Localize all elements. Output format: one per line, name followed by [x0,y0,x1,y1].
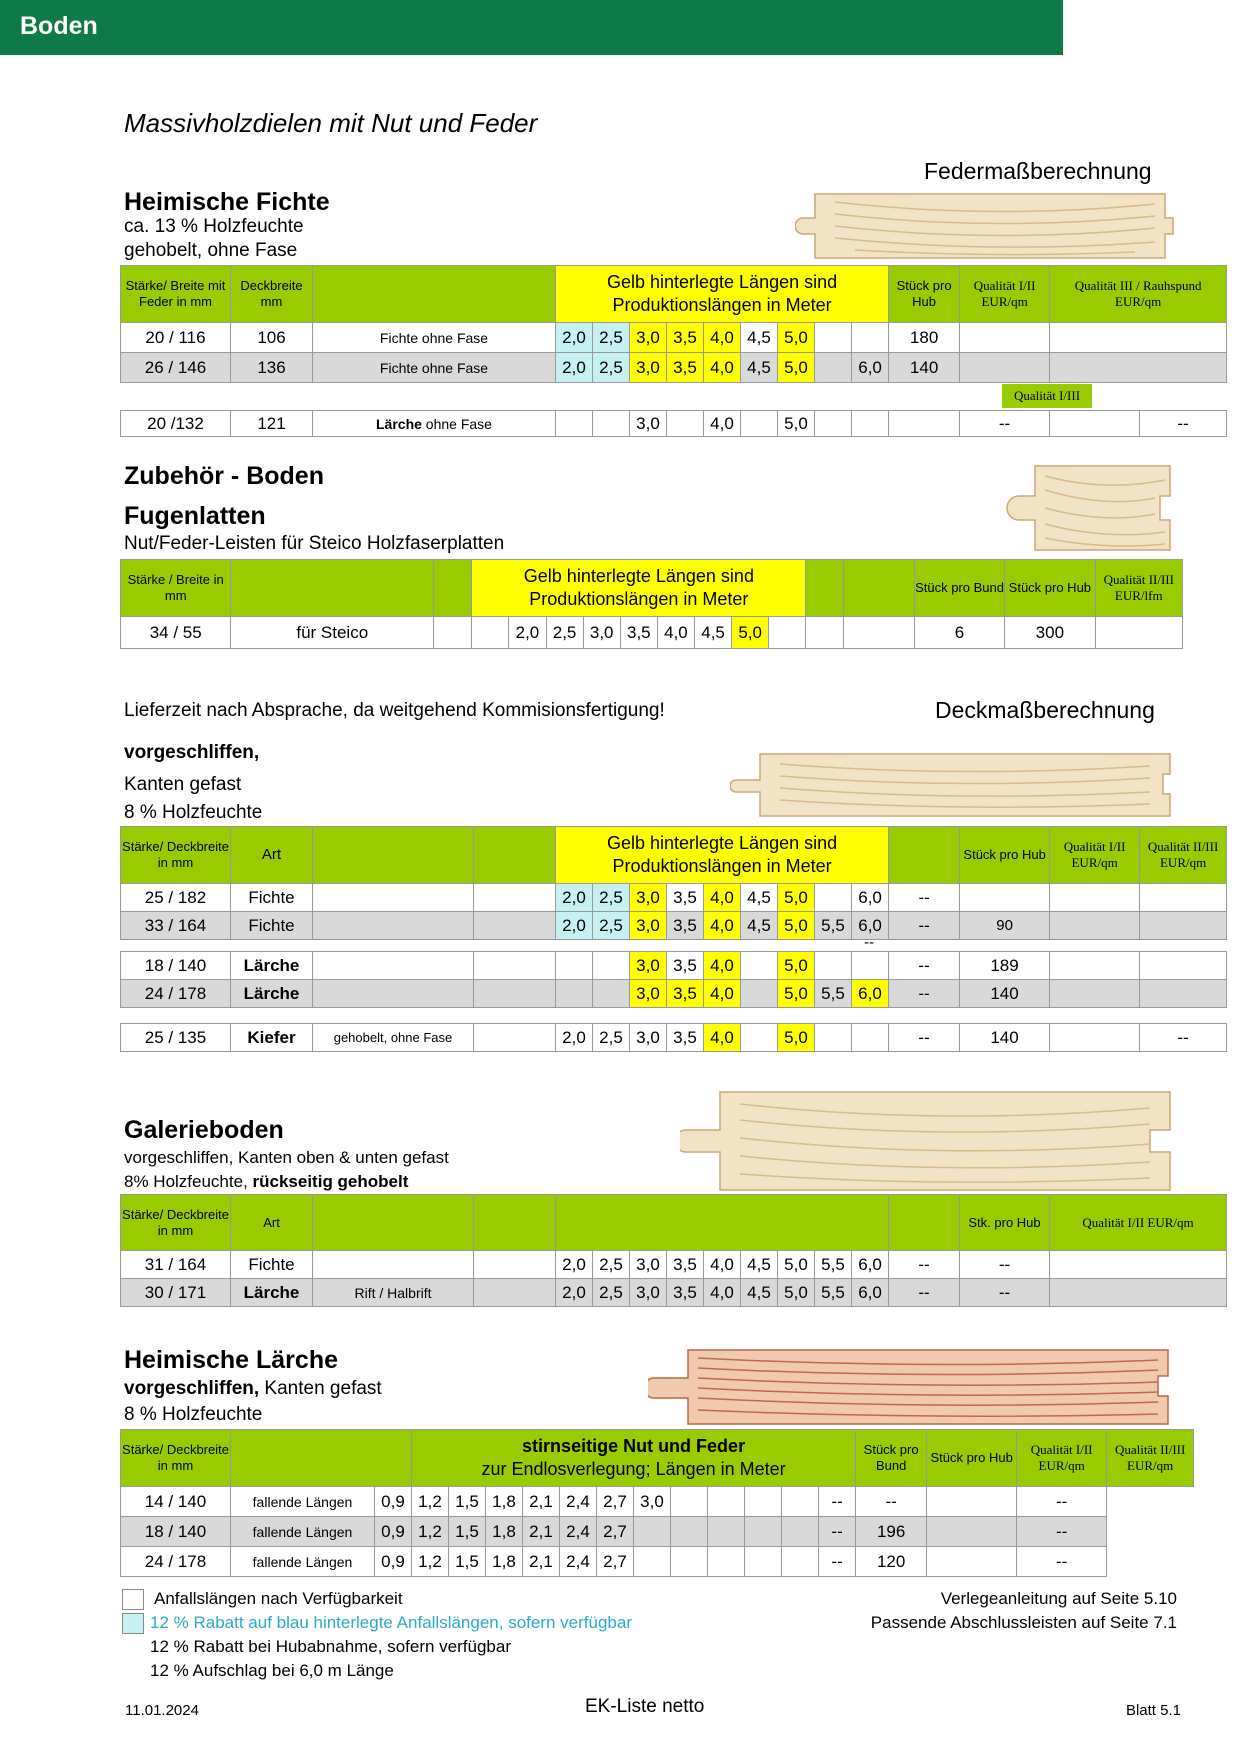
between-dash: -- [864,934,874,951]
legend-item-1: Anfallslängen nach Verfügbarkeit [154,1589,403,1608]
table-row: 25 / 135 Kiefer gehobelt, ohne Fase 2,0 2,5 3,0 3,5 4,0 5,0 -- 140 -- [121,1024,1227,1052]
col-yellow-note: Gelb hinterlegte Längen sind Produktionslängen in Meter [556,266,889,323]
deckmass-table: Stärke/ Deckbreite in mm Art Gelb hinterlegte Längen sind Produktionslängen in Meter Stück pro Hub Qualität I/II EUR/qm Qualität II/III EUR/qm 25 / 182 Fichte 2,0 2,5 3,0 3,5 4,0 4,5 5,0 6,0 -- 33 / 164 Fichte 2,0 2,5 3,0 3,5 4,0 4,5 5,0 5,5 6,0 -- 90 [120,826,1227,940]
fichte-table [120,265,1227,383]
col-staerke: Stärke/ Breite mit Feder in mm [121,266,231,323]
page-title: Boden [20,12,98,40]
sec1-title: Heimische Fichte [124,188,330,216]
table-row: 34 / 55 für Steico 2,0 2,5 3,0 3,5 4,0 4,5 5,0 6 300 [121,617,1183,649]
laerche-table: Stärke/ Deckbreite in mm stirnseitige Nut und Feder zur Endlosverlegung; Längen in Meter Stück pro Bund Stück pro Hub Qualität I/II EUR/qm Qualität II/III EUR/qm 14 / 140 fallende Längen 0,9 1,2 1,5 1,8 2,1 2,4 2,7 3,0 -- -- -- 18 / 140 fallende Längen 0,9 1,2 1,5 1,8 2,1 2,4 2,7 -- 196 -- 24 / 178 fallende Längen 0,9 1,2 1,5 1,8 2,1 2,4 2,7 -- 120 -- [120,1429,1194,1577]
table-row: 30 / 171 Lärche Rift / Halbrift 2,0 2,5 3,0 3,5 4,0 4,5 5,0 5,5 6,0 -- -- [121,1279,1227,1307]
sec5-line2: 8 % Holzfeuchte [124,1404,263,1425]
table-row: 24 / 178 Lärche 3,0 3,5 4,0 5,0 5,5 6,0 -- 140 [121,980,1227,1008]
table-row: 26 / 146 136 Fichte ohne Fase 2,0 2,5 3,0 3,5 4,0 4,5 5,0 6,0 140 [121,353,1227,383]
sec5-title: Heimische Lärche [124,1346,338,1374]
sec4-title: Galerieboden [124,1116,284,1144]
laerche-row-table [120,410,1227,437]
legend-white-box [122,1589,144,1610]
table-row: 14 / 140 fallende Längen 0,9 1,2 1,5 1,8 2,1 2,4 2,7 3,0 -- -- -- [121,1487,1194,1517]
table-row: 33 / 164 Fichte 2,0 2,5 3,0 3,5 4,0 4,5 5,0 5,5 6,0 -- 90 [121,912,1227,940]
table-row: 20 / 116 106 Fichte ohne Fase 2,0 2,5 3,0 3,5 4,0 4,5 5,0 180 [121,323,1227,353]
col-stueck: Stück pro Hub [889,266,960,323]
sec5-line1: vorgeschliffen, Kanten gefast [124,1378,382,1399]
lieferzeit-note: Lieferzeit nach Absprache, da weitgehend Kommisionsfertigung! [124,700,665,721]
sec3-line1: vorgeschliffen, [124,742,260,763]
table-row: 18 / 140 fallende Längen 0,9 1,2 1,5 1,8 2,1 2,4 2,7 -- 196 -- [121,1517,1194,1547]
col-q12: Qualität I/II EUR/qm [960,266,1050,323]
legend-blue-box [122,1613,144,1634]
board-illustration-4 [680,1090,1175,1194]
quality-i-iii-label: Qualität I/III [1002,384,1092,408]
sec4-line2: 8% Holzfeuchte, rückseitig gehobelt [124,1172,409,1191]
sec3-line2: Kanten gefast [124,774,242,795]
board-illustration-3 [730,752,1175,818]
board-illustration-5 [648,1348,1175,1428]
table-row: 31 / 164 Fichte 2,0 2,5 3,0 3,5 4,0 4,5 5,0 5,5 6,0 -- -- [121,1251,1227,1279]
footer-sheet: Blatt 5.1 [1125,1702,1181,1719]
fugenlatten-table: Stärke / Breite in mm Gelb hinterlegte Längen sind Produktionslängen in Meter Stück pro Bund Stück pro Hub Qualität II/III EUR/lfm 34 / 55 für Steico 2,0 2,5 3,0 3,5 4,0 4,5 5,0 6 300 [120,559,1183,649]
legend-item-4: 12 % Aufschlag bei 6,0 m Länge [150,1661,394,1680]
table-row: 18 / 140 Lärche 3,0 3,5 4,0 5,0 -- 189 [121,952,1227,980]
table-row: 25 / 182 Fichte 2,0 2,5 3,0 3,5 4,0 4,5 5,0 6,0 -- [121,884,1227,912]
deckmass-laerche-table [120,951,1227,1008]
sec1-line2: gehobelt, ohne Fase [124,240,298,261]
federmass-label: Federmaßberechnung [924,158,1152,184]
kiefer-table [120,1023,1227,1052]
board-illustration-2 [1005,462,1175,554]
sec2-title: Zubehör - Boden [124,462,324,490]
sec2-subtitle: Fugenlatten [124,502,266,530]
col-deckbreite: Deckbreite mm [231,266,313,323]
abschlussleisten-note: Passende Abschlussleisten auf Seite 7.1 [870,1613,1177,1632]
verlegeanleitung-note: Verlegeanleitung auf Seite 5.10 [940,1589,1177,1608]
sec2-line1: Nut/Feder-Leisten für Steico Holzfaserplatten [124,533,505,554]
page-number: 5 [1196,14,1209,39]
col-q3: Qualität III / Rauhspund EUR/qm [1050,266,1227,323]
sec4-line1: vorgeschliffen, Kanten oben & unten gefast [124,1148,449,1167]
table-row: 20 /132 121 Lärche ohne Fase 3,0 4,0 5,0 -- -- [121,411,1227,437]
deckmass-label: Deckmaßberechnung [935,697,1155,723]
sec1-line1: ca. 13 % Holzfeuchte [124,216,304,237]
table-row: 24 / 178 fallende Längen 0,9 1,2 1,5 1,8 2,1 2,4 2,7 -- 120 -- [121,1547,1194,1577]
footer-center: EK-Liste netto [585,1696,705,1717]
footer-date: 11.01.2024 [125,1702,199,1719]
board-illustration-1 [795,192,1175,260]
legend-item-3: 12 % Rabatt bei Hubabnahme, sofern verfügbar [150,1637,512,1656]
page-header [0,0,1209,55]
page-subtitle: Massivholzdielen mit Nut und Feder [124,108,538,138]
galerieboden-table: Stärke/ Deckbreite in mm Art Stk. pro Hub Qualität I/II EUR/qm 31 / 164 Fichte 2,0 2,5 3,0 3,5 4,0 4,5 5,0 5,5 6,0 -- -- 30 / 171 Lärche Rift / Halbrift 2,0 2,5 3,0 3,5 4,0 4,5 5,0 5,5 6,0 -- -- [120,1194,1227,1307]
sec3-line3: 8 % Holzfeuchte [124,802,263,823]
legend-item-2: 12 % Rabatt auf blau hinterlegte Anfallslängen, sofern verfügbar [150,1613,632,1632]
